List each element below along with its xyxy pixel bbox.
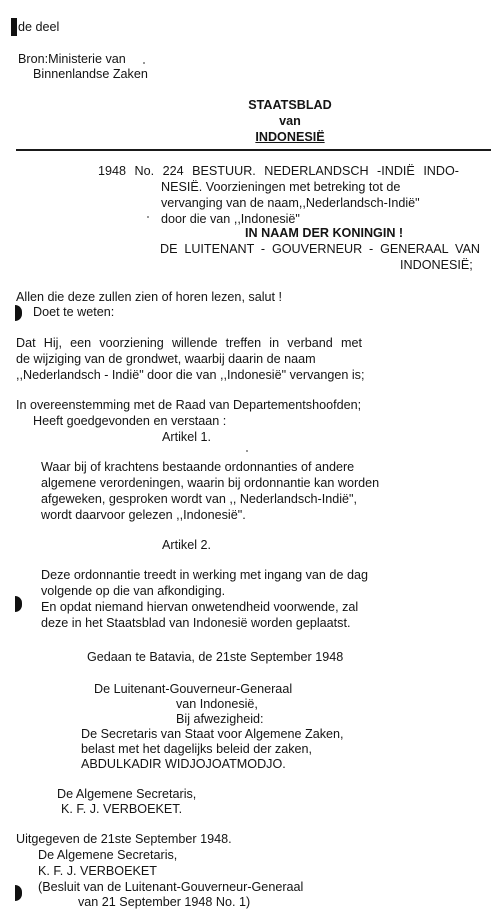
heading-line-3: vervanging van de naam,,Nederlandsch-Indië" bbox=[161, 196, 420, 210]
article-2-line-3: En opdat niemand hiervan onwetendheid voorwende, zal bbox=[41, 600, 359, 614]
signatory-title-line-1: De Luitenant-Gouverneur-Generaal bbox=[94, 682, 293, 696]
gazette-title-van: van bbox=[279, 114, 301, 128]
punch-hole-mark bbox=[15, 885, 22, 901]
issued-decree-line-2: van 21 September 1948 No. 1) bbox=[78, 895, 251, 909]
place-date-line: Gedaan te Batavia, de 21ste September 1948 bbox=[87, 650, 344, 664]
scan-speck bbox=[246, 450, 248, 452]
source-line-1: Bron:Ministerie van bbox=[18, 52, 126, 66]
article-2-line-4: deze in het Staatsblad van Indonesië worden geplaatst. bbox=[41, 616, 351, 630]
scan-speck bbox=[143, 62, 145, 64]
heading-line-1: 1948 No. 224 BESTUUR. NEDERLANDSCH -INDIË INDO- bbox=[98, 164, 459, 178]
secretary-title: De Algemene Secretaris, bbox=[57, 787, 197, 801]
signatory-deputy-line-1: De Secretaris van Staat voor Algemene Zaken, bbox=[81, 727, 344, 741]
punch-hole-mark bbox=[15, 305, 22, 321]
paragraph-2-line-2: Heeft goedgevonden en verstaan : bbox=[33, 414, 227, 428]
signatory-absence-line: Bij afwezigheid: bbox=[176, 712, 264, 726]
article-1-line-1: Waar bij of krachtens bestaande ordonnanties of andere bbox=[41, 460, 355, 474]
greeting-line: Allen die deze zullen zien of horen lezen, salut ! bbox=[16, 290, 283, 304]
article-1-title: Artikel 1. bbox=[162, 430, 211, 444]
scan-speck bbox=[147, 216, 149, 218]
heading-line-2: NESIË. Voorzieningen met betreking tot de bbox=[161, 180, 401, 194]
source-line-2: Binnenlandse Zaken bbox=[33, 67, 148, 81]
secretary-name: K. F. J. VERBOEKET. bbox=[61, 802, 183, 816]
proclamation-line-2: DE LUITENANT - GOUVERNEUR - GENERAAL VAN bbox=[160, 242, 480, 256]
signatory-name: ABDULKADIR WIDJOJOATMODJO. bbox=[81, 757, 286, 771]
paragraph-1-line-1: Dat Hij, een voorziening willende treffen in verband met bbox=[16, 336, 362, 350]
signatory-deputy-line-2: belast met het dagelijks beleid der zaken, bbox=[81, 742, 313, 756]
heading-line-4: door die van ,,Indonesië" bbox=[161, 212, 300, 226]
notice-line: Doet te weten: bbox=[33, 305, 115, 319]
article-1-line-2: algemene verordeningen, waarin bij ordonnantie kan worden bbox=[41, 476, 380, 490]
article-1-line-3: afgeweken, gesproken wordt van ,, Nederlandsch-Indië", bbox=[41, 492, 357, 506]
gazette-title-country: INDONESIË bbox=[255, 130, 325, 144]
proclamation-line-1: IN NAAM DER KONINGIN ! bbox=[245, 226, 404, 240]
volume-label: de deel bbox=[18, 20, 60, 34]
proclamation-line-3: INDONESIË; bbox=[400, 258, 473, 272]
issued-secretary-title: De Algemene Secretaris, bbox=[38, 848, 178, 862]
issued-secretary-name: K. F. J. VERBOEKET bbox=[38, 864, 157, 878]
punch-hole-mark bbox=[15, 596, 22, 612]
binding-mark bbox=[11, 18, 17, 36]
issued-decree-line-1: (Besluit van de Luitenant-Gouverneur-Generaal bbox=[38, 880, 304, 894]
title-divider bbox=[16, 149, 491, 151]
paragraph-1-line-3: ,,Nederlandsch - Indië" door die van ,,Indonesië" vervangen is; bbox=[16, 368, 365, 382]
gazette-title: STAATSBLAD bbox=[248, 98, 332, 112]
signatory-title-line-2: van Indonesië, bbox=[176, 697, 258, 711]
article-2-title: Artikel 2. bbox=[162, 538, 211, 552]
article-2-line-2: volgende op die van afkondiging. bbox=[41, 584, 226, 598]
article-2-line-1: Deze ordonnantie treedt in werking met ingang van de dag bbox=[41, 568, 368, 582]
paragraph-2-line-1: In overeenstemming met de Raad van Departementshoofden; bbox=[16, 398, 362, 412]
issued-date-line: Uitgegeven de 21ste September 1948. bbox=[16, 832, 232, 846]
article-1-line-4: wordt daarvoor gelezen ,,Indonesië". bbox=[41, 508, 246, 522]
paragraph-1-line-2: de wijziging van de grondwet, waarbij daarin de naam bbox=[16, 352, 316, 366]
